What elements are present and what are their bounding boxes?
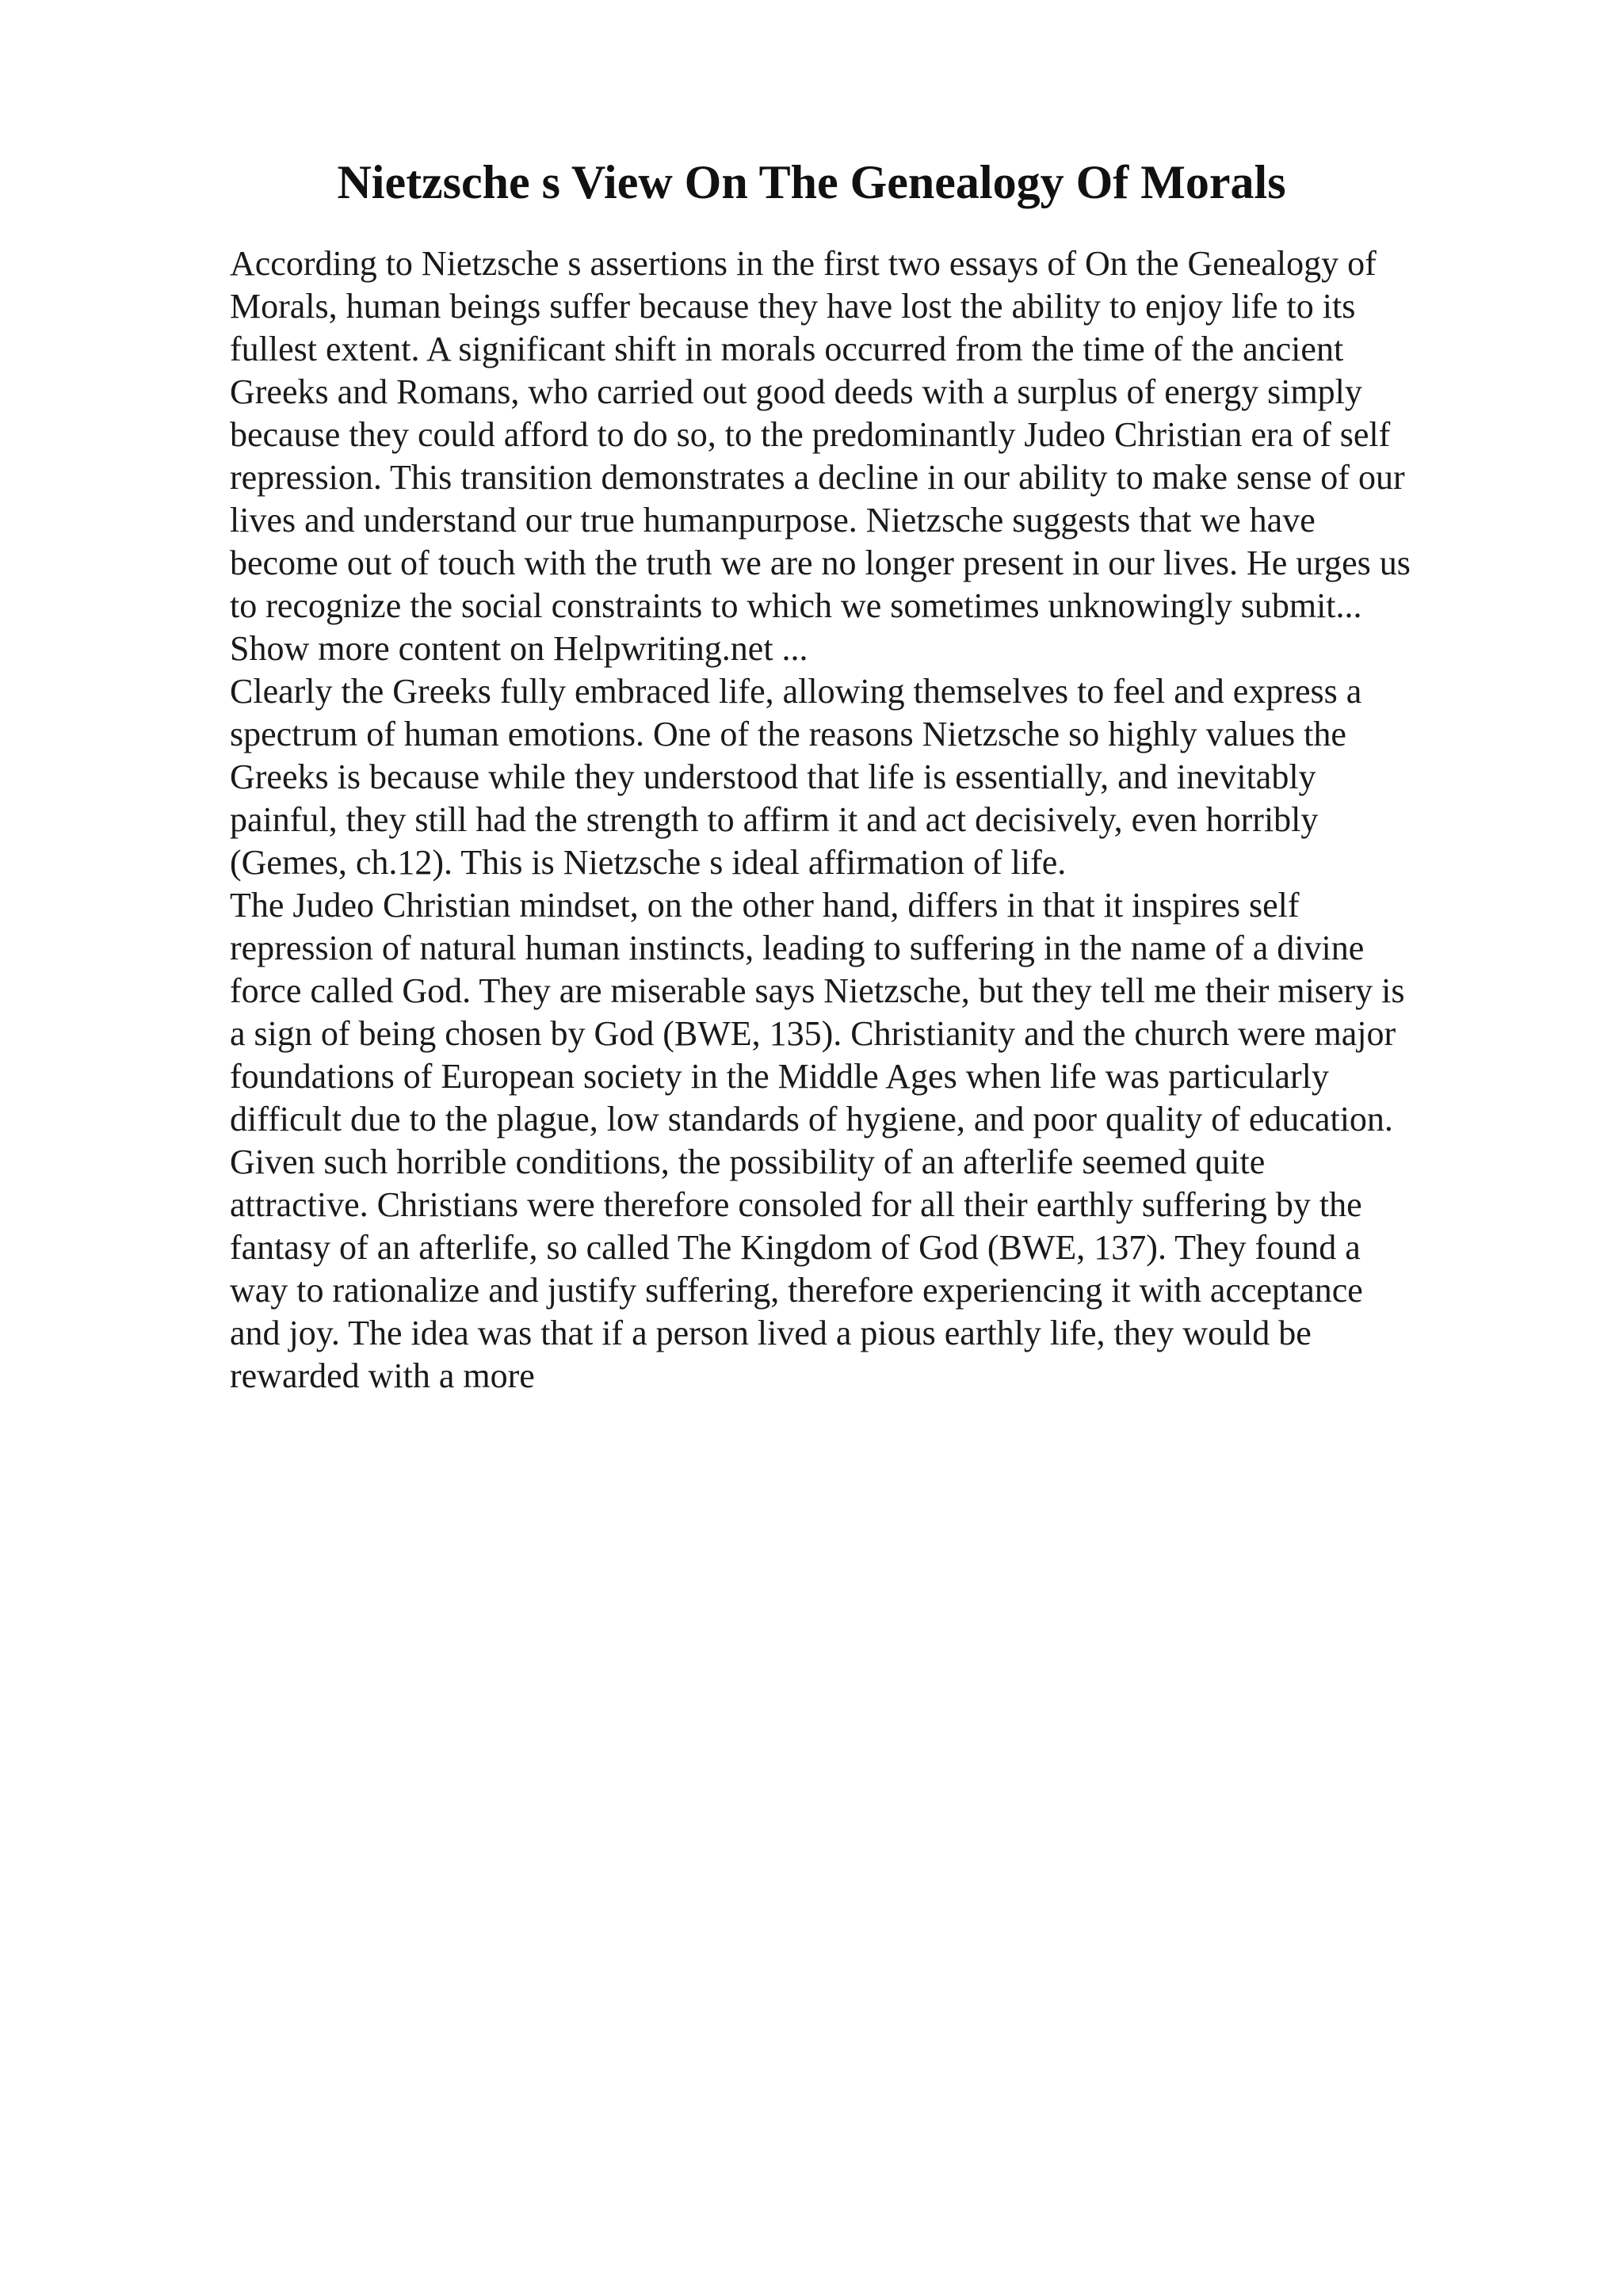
text-line: because they could afford to do so, to the predominantly Judeo Christian era of self bbox=[230, 415, 1391, 454]
document-body bbox=[230, 242, 1498, 1398]
text-line: to recognize the social constraints to which we sometimes unknowingly submit... bbox=[230, 586, 1362, 625]
text-line: painful, they still had the strength to affirm it and act decisively, even horribly bbox=[230, 800, 1319, 839]
text-line: repression of natural human instincts, leading to suffering in the name of a divine bbox=[230, 929, 1365, 967]
text-line: a sign of being chosen by God (BWE, 135). Christianity and the church were major bbox=[230, 1014, 1396, 1053]
text-line: Morals, human beings suffer because they have lost the ability to enjoy life to its bbox=[230, 287, 1356, 326]
text-line: The Judeo Christian mindset, on the other hand, differs in that it inspires self bbox=[230, 886, 1300, 925]
text-line: Given such horrible conditions, the possibility of an afterlife seemed quite bbox=[230, 1142, 1266, 1181]
document-title: Nietzsche s View On The Genealogy Of Morals bbox=[337, 156, 1286, 208]
text-line: fantasy of an afterlife, so called The Kingdom of God (BWE, 137). They found a bbox=[230, 1228, 1361, 1267]
text-line: rewarded with a more bbox=[230, 1356, 535, 1395]
text-line: way to rationalize and justify suffering, therefore experiencing it with acceptance bbox=[230, 1271, 1363, 1310]
text-line: (Gemes, ch.12). This is Nietzsche s ideal affirmation of life. bbox=[230, 843, 1067, 882]
text-line: fullest extent. A significant shift in morals occurred from the time of the ancient bbox=[230, 330, 1344, 368]
text-line: become out of touch with the truth we are no longer present in our lives. He urges us bbox=[230, 543, 1411, 582]
text-line: attractive. Christians were therefore consoled for all their earthly suffering by the bbox=[230, 1185, 1362, 1224]
text-line: spectrum of human emotions. One of the reasons Nietzsche so highly values the bbox=[230, 715, 1346, 753]
text-line: Greeks is because while they understood that life is essentially, and inevitably bbox=[230, 757, 1316, 796]
text-line: According to Nietzsche s assertions in the first two essays of On the Genealogy of bbox=[230, 244, 1377, 283]
text-line: Clearly the Greeks fully embraced life, allowing themselves to feel and express a bbox=[230, 672, 1362, 711]
text-line: lives and understand our true humanpurpose. Nietzsche suggests that we have bbox=[230, 501, 1316, 540]
text-line: and joy. The idea was that if a person lived a pious earthly life, they would be bbox=[230, 1314, 1312, 1352]
text-line: force called God. They are miserable says Nietzsche, but they tell me their misery is bbox=[230, 971, 1405, 1010]
show-more-link[interactable]: Show more content on Helpwriting.net ... bbox=[230, 629, 808, 668]
text-line: difficult due to the plague, low standards of hygiene, and poor quality of education. bbox=[230, 1100, 1393, 1138]
text-line: repression. This transition demonstrates a decline in our ability to make sense of our bbox=[230, 458, 1405, 497]
text-line: Greeks and Romans, who carried out good deeds with a surplus of energy simply bbox=[230, 372, 1362, 411]
text-line: foundations of European society in the Middle Ages when life was particularly bbox=[230, 1057, 1329, 1096]
